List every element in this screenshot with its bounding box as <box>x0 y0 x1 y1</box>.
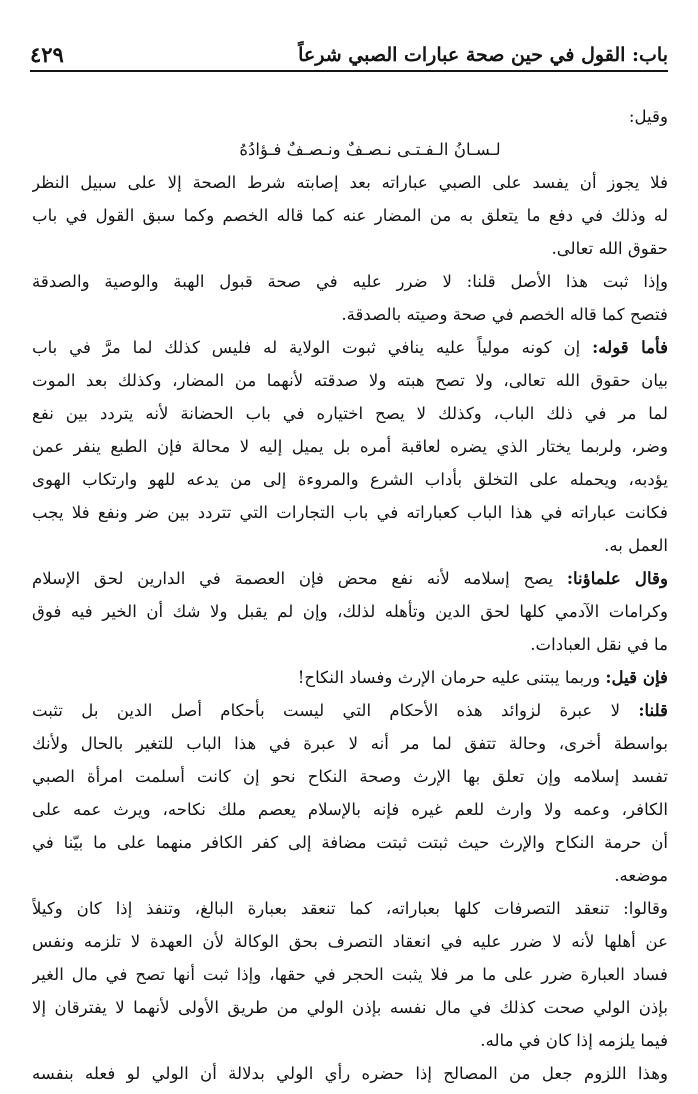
text-line: فكانت عباراته في هذا الباب كعباراته في باب التجارات التي تتردد بين ضر ونفع فلا يجب <box>32 503 668 522</box>
text-line: وهذا اللزوم جعل من المصالح إذا حضره رأي الولي بدلالة أن الولي لو فعله بنفسه <box>32 1064 668 1083</box>
text-line: يؤدبه، ويحمله على التخلق بأداب الشرع والمروءة إلى من يدعه للهو وارتكاب الهوى <box>32 470 668 489</box>
text-segment: يصح إسلامه لأنه نفع محض فإن العصمة في الدارين لحق الإسلام <box>32 569 554 588</box>
paragraph-1 <box>32 166 668 265</box>
paragraph-8 <box>32 1057 668 1090</box>
text-line: وكرامات الآدمي كلها لحق الدين وتأهله لذلك، وإن لم يقبل ولا شك أن الخير فيه فوق <box>32 602 668 621</box>
text-line: وقالوا: تنعقد التصرفات كلها بعباراته، كما تنعقد بعبارة البالغ، وتنفذ إذا كان وكيلاً <box>32 899 668 918</box>
text-line: موضعه. <box>614 866 668 885</box>
paragraph-5 <box>32 661 668 694</box>
text-line: فتصح كما قاله الخصم في صحة وصيته بالصدقة. <box>341 305 668 324</box>
lead-phrase: فإن قيل: <box>605 667 668 687</box>
text-line: بإذن الولي صحت كذلك في مال نفسه بإذن الولي من طريق الأولى لأنهما لا يفترقان إلا <box>32 998 668 1017</box>
page-body <box>32 100 668 1090</box>
text-line: بيان حقوق الله تعالى، ولا تصح هبته ولا صدقته لأنهما من المضار، وكذلك بعد الموت <box>32 371 668 390</box>
text-line: الكافر، وعمه ولا وارث للعم غيره فإنه بالإسلام يعصم ملك نكاحه، ويرث عمه على <box>32 800 668 819</box>
text-line: عن أهلها لأنه لا ضرر عليه في انعقاد التصرف بحق الوكالة لأن العهدة لا تلزمه ونفس <box>32 932 668 951</box>
chapter-title: باب: القول في حين صحة عبارات الصبي شرعاً <box>298 44 668 66</box>
page-number: ٤٢٩ <box>30 42 64 67</box>
text-segment: لا عبرة لزوائد هذه الأحكام التي ليست بأحكام أصل الدين بل تثبت <box>32 701 621 720</box>
text-segment: إن كونه مولياً عليه ينافي ثبوت الولاية له فليس كذلك لما مرَّ في باب <box>32 338 581 357</box>
paragraph-7 <box>32 892 668 1057</box>
lead-phrase: وقال علماؤنا: <box>566 568 668 588</box>
paragraph-4 <box>32 562 668 661</box>
text-line: لما مر في ذلك الباب، وكذلك لا يصح اختياره في باب الحضانة لأنه يتردد بين نفع <box>32 404 668 423</box>
text-line: حقوق الله تعالى. <box>551 239 668 258</box>
text-line: فلا يجوز أن يفسد على الصبي عباراته بعد إصابته شرط الصحة إلا على سبيل النظر <box>32 173 668 192</box>
paragraph-3 <box>32 331 668 562</box>
text-line <box>32 331 668 364</box>
verse-line: لـسـانُ الـفـتـى نـصـفٌ ونـصـفٌ فـؤادُهُ <box>239 140 501 159</box>
text-line: بواسطة أخرى، وحالة تتفق لما مر أنه لا عبرة في هذا الباب للتغير بالحال ولأنك <box>32 734 668 753</box>
text-line <box>32 661 668 694</box>
text-line: العمل به. <box>604 536 668 555</box>
text-line: فساد العبارة ضرر على ما مر فلا يثبت الحجر في حقها، وإذا ثبت أنها تصح في مال الغير <box>32 965 668 984</box>
intro-line: وقيل: <box>628 107 668 126</box>
text-line: تفسد إسلامه وإن تعلق بها الإرث وصحة النكاح نحو إن كانت أسلمت امرأة الصبي <box>32 767 668 786</box>
text-segment: وربما يبتنى عليه حرمان الإرث وفساد النكاح! <box>297 668 601 687</box>
lead-phrase: قلنا: <box>638 700 668 720</box>
text-line: له وذلك في دفع ما يتعلق به من المضار عنه كما قاله الخصم وكما سبق القول في باب <box>32 206 668 225</box>
lead-phrase: فأما قوله: <box>592 337 668 357</box>
text-line: وضر، ولربما يختار الذي يضره لعاقبة أمره بل يميل إليه لا محالة فإن الطبع ينفر عمن <box>32 437 668 456</box>
text-line <box>32 694 668 727</box>
page-header <box>30 36 668 72</box>
text-line: أن حرمة النكاح والإرث حيث ثبتت ثبتت مضافة إلى كفر الكافر منهما على ما بيّنا في <box>32 833 668 852</box>
paragraph-6 <box>32 694 668 892</box>
text-line: وإذا ثبت هذا الأصل قلنا: لا ضرر عليه في صحة قبول الهبة والوصية والصدقة <box>32 272 668 291</box>
text-line: فيما يلزمه إذا كان في ماله. <box>480 1031 668 1050</box>
text-line <box>32 562 668 595</box>
text-line: ما في نقل العبادات. <box>530 635 668 654</box>
paragraph-2 <box>32 265 668 331</box>
